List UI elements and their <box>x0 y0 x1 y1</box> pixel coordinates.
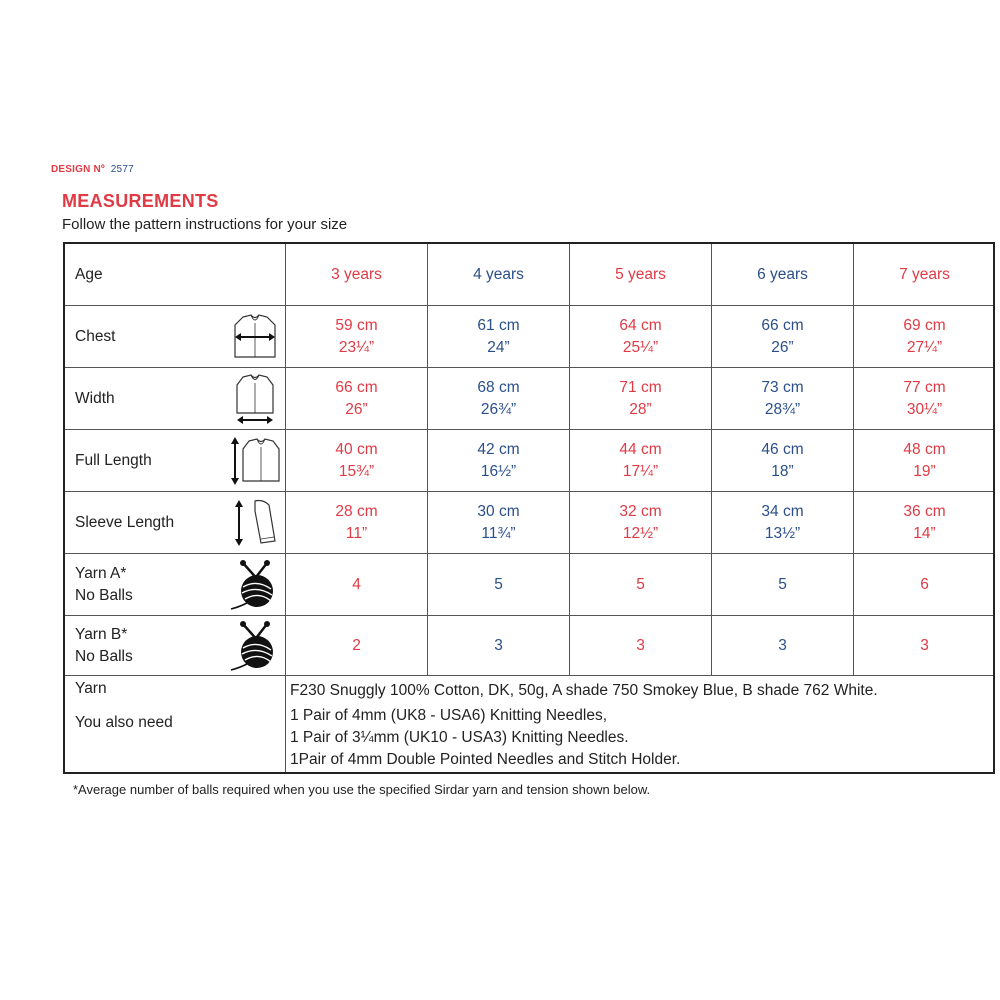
age-value: 6 years <box>757 265 808 283</box>
page-subtitle: Follow the pattern instructions for your size <box>62 216 348 233</box>
age-cell <box>286 244 428 305</box>
balls-value: 5 <box>636 575 645 593</box>
full-length-value-cell <box>570 430 712 491</box>
balls-value: 3 <box>494 636 503 654</box>
sleeve-length-value-cell <box>570 492 712 553</box>
yarn-b-label-cell <box>65 616 286 675</box>
yarn-a-value-cell <box>570 554 712 615</box>
value-in: 28” <box>629 400 652 418</box>
width-value-cell <box>428 368 570 429</box>
also-need-item: 1 Pair of 3¼mm (UK10 - USA3) Knitting Needles. <box>290 729 629 746</box>
balls-label: No Balls <box>75 647 133 665</box>
sleeve-length-icon <box>229 497 281 549</box>
width-value-cell <box>854 368 995 429</box>
value-in: 12½” <box>622 524 659 542</box>
age-cell <box>570 244 712 305</box>
value-in: 16½” <box>480 462 517 480</box>
also-need-item: 1Pair of 4mm Double Pointed Needles and Stitch Holder. <box>290 751 681 768</box>
design-number: 2577 <box>110 164 134 175</box>
balls-value: 3 <box>920 636 929 654</box>
yarn-label: Yarn <box>75 680 107 697</box>
garment-width-icon <box>229 373 281 425</box>
value-in: 15¾” <box>338 462 375 480</box>
yarn-a-value-cell <box>286 554 428 615</box>
value-cm: 66 cm <box>761 316 804 334</box>
age-value: 7 years <box>899 265 950 283</box>
value-in: 27¼” <box>906 338 943 356</box>
value-in: 26” <box>771 338 794 356</box>
full-length-row <box>65 430 993 492</box>
value-cm: 40 cm <box>335 440 378 458</box>
materials-row <box>65 676 993 772</box>
chest-value-cell <box>854 306 995 367</box>
measurements-table <box>63 242 995 774</box>
yarn-b-value-cell <box>428 616 570 675</box>
age-cell <box>428 244 570 305</box>
age-label: Age <box>75 265 103 283</box>
yarn-b-value-cell <box>712 616 854 675</box>
value-cm: 71 cm <box>619 378 662 396</box>
yarn-b-value-cell <box>286 616 428 675</box>
yarn-ball-needles-icon <box>229 620 281 672</box>
value-cm: 59 cm <box>335 316 378 334</box>
row-label: Full Length <box>75 451 152 469</box>
value-in: 25¼” <box>622 338 659 356</box>
value-in: 28¾” <box>764 400 801 418</box>
row-label <box>75 563 133 607</box>
full-length-value-cell <box>428 430 570 491</box>
balls-label: No Balls <box>75 586 133 604</box>
value-cm: 34 cm <box>761 502 804 520</box>
sleeve-length-value-cell <box>428 492 570 553</box>
sleeve-length-value-cell <box>286 492 428 553</box>
value-cm: 61 cm <box>477 316 520 334</box>
yarn-a-value-cell <box>712 554 854 615</box>
age-cell <box>854 244 995 305</box>
chest-value-cell <box>712 306 854 367</box>
chest-label-cell <box>65 306 286 367</box>
value-cm: 32 cm <box>619 502 662 520</box>
page-title: MEASUREMENTS <box>62 191 219 211</box>
balls-value: 5 <box>494 575 503 593</box>
yarn-b-value-cell <box>570 616 712 675</box>
balls-value: 3 <box>778 636 787 654</box>
value-cm: 77 cm <box>903 378 946 396</box>
balls-value: 2 <box>352 636 361 654</box>
value-in: 26” <box>345 400 368 418</box>
sleeve-length-value-cell <box>854 492 995 553</box>
value-in: 19” <box>913 462 936 480</box>
balls-value: 5 <box>778 575 787 593</box>
full-length-value-cell <box>286 430 428 491</box>
value-in: 18” <box>771 462 794 480</box>
yarn-ball-needles-icon <box>229 559 281 611</box>
also-need-item: 1 Pair of 4mm (UK8 - USA6) Knitting Needles, <box>290 707 608 724</box>
age-value: 3 years <box>331 265 382 283</box>
value-in: 30¼” <box>906 400 943 418</box>
sleeve-length-value-cell <box>712 492 854 553</box>
value-cm: 44 cm <box>619 440 662 458</box>
sleeve-length-label-cell <box>65 492 286 553</box>
row-label: Chest <box>75 327 116 345</box>
age-header-row <box>65 244 993 306</box>
value-cm: 42 cm <box>477 440 520 458</box>
value-cm: 73 cm <box>761 378 804 396</box>
yarn-name: Yarn A* <box>75 564 127 582</box>
value-in: 11” <box>345 524 368 542</box>
full-length-label-cell <box>65 430 286 491</box>
row-label: Sleeve Length <box>75 513 175 531</box>
yarn-name: Yarn B* <box>75 625 128 643</box>
garment-chest-icon <box>229 311 281 363</box>
chest-value-cell <box>428 306 570 367</box>
yarn-b-value-cell <box>854 616 995 675</box>
also-need-list <box>290 705 680 771</box>
footnote: *Average number of balls required when you use the specified Sirdar yarn and tension shown below. <box>73 782 651 797</box>
value-cm: 36 cm <box>903 502 946 520</box>
design-number-label <box>51 164 134 175</box>
full-length-value-cell <box>854 430 995 491</box>
width-label-cell <box>65 368 286 429</box>
materials-label-cell <box>65 676 286 772</box>
width-value-cell <box>570 368 712 429</box>
value-cm: 48 cm <box>903 440 946 458</box>
yarn-a-label-cell <box>65 554 286 615</box>
value-cm: 68 cm <box>477 378 520 396</box>
chest-row <box>65 306 993 368</box>
balls-value: 3 <box>636 636 645 654</box>
value-in: 23¼” <box>338 338 375 356</box>
age-value: 4 years <box>473 265 524 283</box>
yarn-b-row <box>65 616 993 676</box>
balls-value: 6 <box>920 575 929 593</box>
design-label-text: DESIGN Nº <box>51 164 105 175</box>
value-in: 14” <box>913 524 936 542</box>
value-cm: 69 cm <box>903 316 946 334</box>
value-cm: 30 cm <box>477 502 520 520</box>
yarn-a-value-cell <box>854 554 995 615</box>
yarn-description: F230 Snuggly 100% Cotton, DK, 50g, A shade 750 Smokey Blue, B shade 762 White. <box>290 682 878 699</box>
value-in: 13½” <box>764 524 801 542</box>
also-need-label: You also need <box>75 714 173 731</box>
chest-value-cell <box>570 306 712 367</box>
chest-value-cell <box>286 306 428 367</box>
width-value-cell <box>712 368 854 429</box>
yarn-a-row <box>65 554 993 616</box>
width-row <box>65 368 993 430</box>
age-value: 5 years <box>615 265 666 283</box>
yarn-a-value-cell <box>428 554 570 615</box>
garment-length-icon <box>229 435 281 487</box>
balls-value: 4 <box>352 575 361 593</box>
value-in: 24” <box>487 338 510 356</box>
value-cm: 64 cm <box>619 316 662 334</box>
row-label: Width <box>75 389 115 407</box>
value-in: 17¼” <box>622 462 659 480</box>
value-cm: 66 cm <box>335 378 378 396</box>
value-in: 11¾” <box>481 524 516 542</box>
age-cell <box>712 244 854 305</box>
value-in: 26¾” <box>480 400 517 418</box>
width-value-cell <box>286 368 428 429</box>
age-label-cell <box>65 244 286 305</box>
sleeve-length-row <box>65 492 993 554</box>
row-label <box>75 624 133 668</box>
value-cm: 28 cm <box>335 502 378 520</box>
value-cm: 46 cm <box>761 440 804 458</box>
full-length-value-cell <box>712 430 854 491</box>
